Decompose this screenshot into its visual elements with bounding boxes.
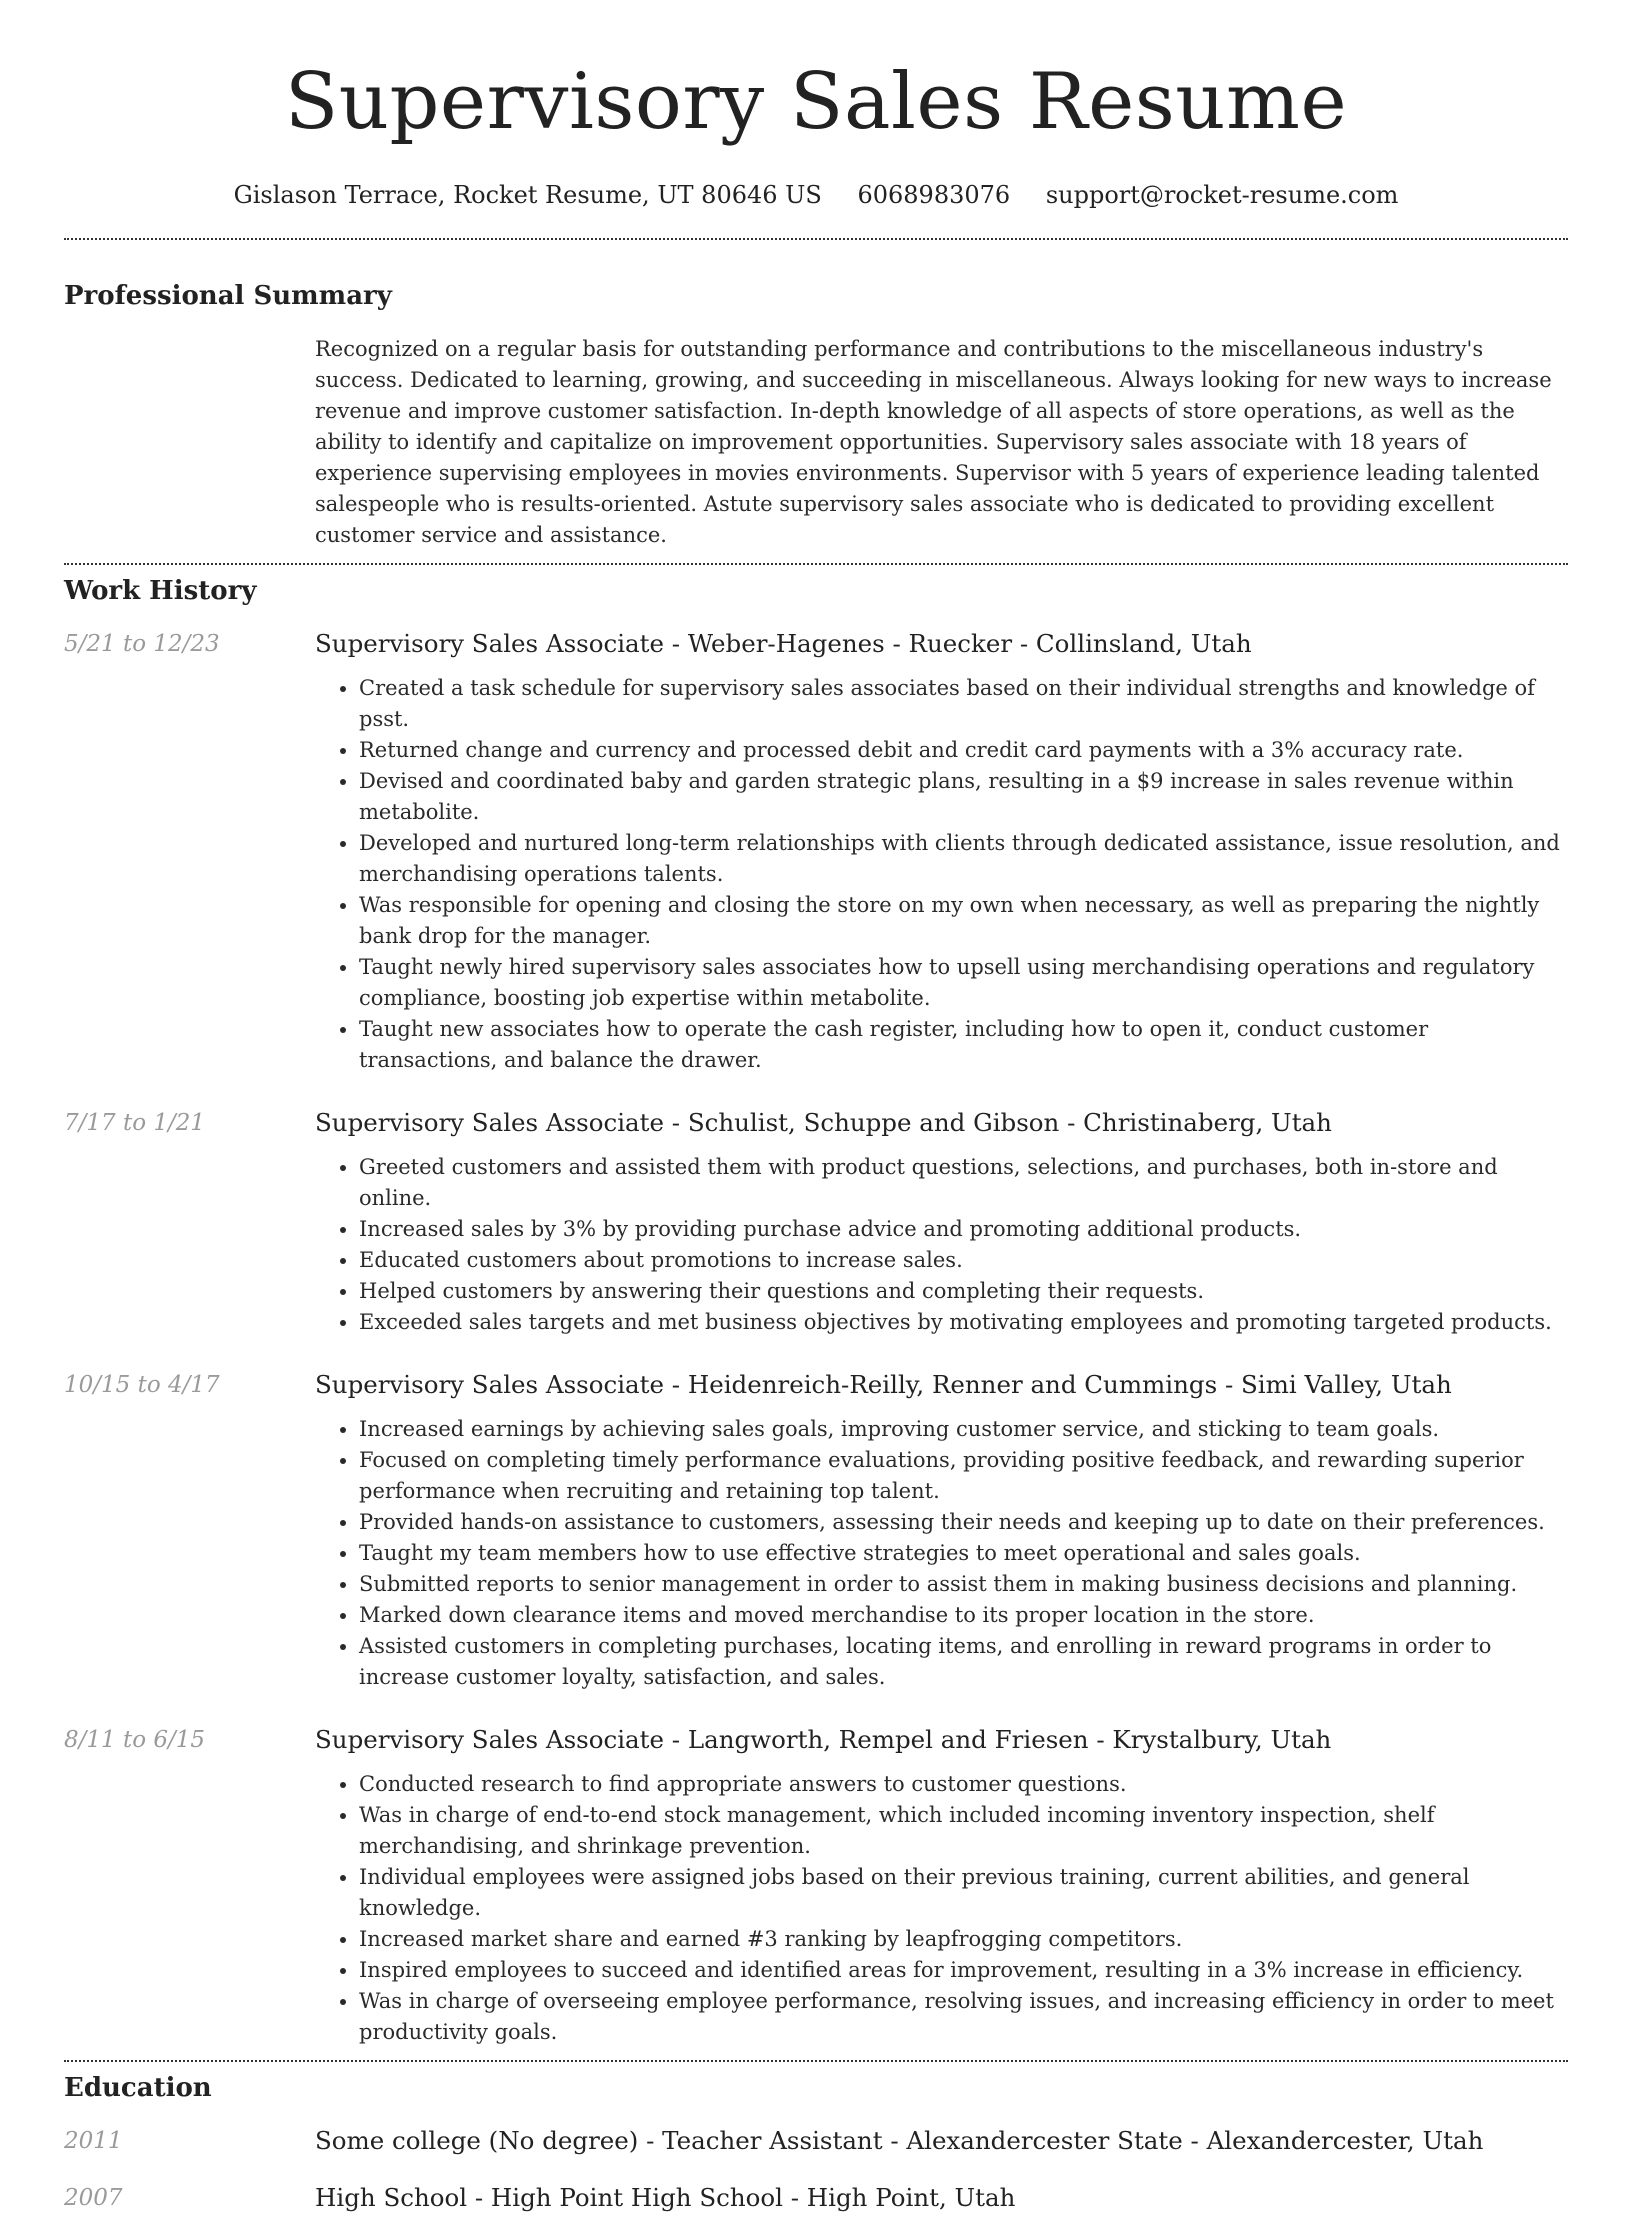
job-bullet: • Provided hands-on assistance to customers, assessing their needs and keeping up to date on their preferences. — [359, 1507, 1568, 1538]
job-bullets — [315, 1152, 1568, 1338]
job-bullet: • Exceeded sales targets and met business objectives by motivating employees and promoting targeted products. — [359, 1307, 1568, 1338]
section-title-work-history: Work History — [64, 576, 257, 606]
job-title: Supervisory Sales Associate - Langworth, Rempel and Friesen - Krystalbury, Utah — [315, 1725, 1332, 1754]
job-title: Supervisory Sales Associate - Schulist, Schuppe and Gibson - Christinaberg, Utah — [315, 1108, 1332, 1137]
job-bullet: • Taught newly hired supervisory sales associates how to upsell using merchandising operations and regulatory compliance, boosting job expertise within metabolite. — [359, 952, 1568, 1014]
job-bullets — [315, 1769, 1568, 2048]
education-title: Some college (No degree) - Teacher Assistant - Alexandercester State - Alexandercester, Utah — [315, 2126, 1484, 2155]
job-bullet: • Created a task schedule for supervisory sales associates based on their individual strengths and knowledge of psst. — [359, 673, 1568, 735]
job-bullet: • Devised and coordinated baby and garden strategic plans, resulting in a $9 increase in sales revenue within metabolite. — [359, 766, 1568, 828]
job-bullet: • Conducted research to find appropriate answers to customer questions. — [359, 1769, 1568, 1800]
job-dates: 10/15 to 4/17 — [64, 1372, 220, 1398]
job-dates: 8/11 to 6/15 — [64, 1727, 206, 1753]
education-year: 2007 — [64, 2185, 123, 2211]
job-bullet: • Greeted customers and assisted them with product questions, selections, and purchases, both in-store and online. — [359, 1152, 1568, 1214]
job-bullet: • Focused on completing timely performance evaluations, providing positive feedback, and rewarding superior performance when recruiting and retaining top talent. — [359, 1445, 1568, 1507]
job-title: Supervisory Sales Associate - Weber-Hagenes - Ruecker - Collinsland, Utah — [315, 629, 1252, 658]
job-bullet: • Developed and nurtured long-term relationships with clients through dedicated assistance, issue resolution, and merchandising operations talents. — [359, 828, 1568, 890]
job-dates: 5/21 to 12/23 — [64, 631, 220, 657]
job-bullet: • Increased earnings by achieving sales goals, improving customer service, and sticking to team goals. — [359, 1414, 1568, 1445]
job-bullet: • Was responsible for opening and closing the store on my own when necessary, as well as preparing the nightly bank drop for the manager. — [359, 890, 1568, 952]
job-bullet: • Assisted customers in completing purchases, locating items, and enrolling in reward programs in order to increase customer loyalty, satisfaction, and sales. — [359, 1631, 1568, 1693]
job-entry — [64, 1368, 1568, 1693]
section-title-summary: Professional Summary — [64, 281, 392, 311]
job-title: Supervisory Sales Associate - Heidenreich-Reilly, Renner and Cummings - Simi Valley, Utah — [315, 1370, 1452, 1399]
divider — [64, 238, 1568, 240]
section-title-education: Education — [64, 2073, 212, 2103]
education-title: High School - High Point High School - High Point, Utah — [315, 2183, 1016, 2212]
job-dates: 7/17 to 1/21 — [64, 1110, 206, 1136]
job-entry — [64, 1723, 1568, 2048]
contact-address: Gislason Terrace, Rocket Resume, UT 80646 US — [233, 181, 822, 209]
education-section — [64, 2072, 1568, 2215]
job-bullet: • Taught new associates how to operate the cash register, including how to open it, conduct customer transactions, and balance the drawer. — [359, 1014, 1568, 1076]
job-entry — [64, 1106, 1568, 1338]
job-bullets — [315, 673, 1568, 1076]
summary-text: Recognized on a regular basis for outstanding performance and contributions to the miscellaneous industry's success. Dedicated to learning, growing, and succeeding in miscellaneous. Always looking for new ways to increase revenue and improve customer satisfaction. In-depth knowledge of all aspects of store operations, as well as the ability to identify and capitalize on improvement opportunities. Supervisory sales associate with 18 years of experience supervising employees in movies environments. Supervisor with 5 years of experience leading talented salespeople who is results-oriented. Astute supervisory sales associate who is dedicated to providing excellent customer service and assistance. — [315, 337, 1552, 547]
education-entry — [64, 2181, 1568, 2215]
job-bullet: • Individual employees were assigned jobs based on their previous training, current abilities, and general knowledge. — [359, 1862, 1568, 1924]
resume-page — [64, 0, 1568, 2215]
job-bullet: • Marked down clearance items and moved merchandise to its proper location in the store. — [359, 1600, 1568, 1631]
job-bullet: • Submitted reports to senior management in order to assist them in making business decisions and planning. — [359, 1569, 1568, 1600]
job-entry — [64, 627, 1568, 1076]
education-entry — [64, 2124, 1568, 2158]
job-bullet: • Educated customers about promotions to increase sales. — [359, 1245, 1568, 1276]
contact-email: support@rocket-resume.com — [1045, 181, 1399, 209]
education-year: 2011 — [64, 2128, 123, 2154]
contact-phone: 6068983076 — [857, 181, 1011, 209]
divider — [64, 563, 1568, 565]
job-bullet: • Taught my team members how to use effective strategies to meet operational and sales goals. — [359, 1538, 1568, 1569]
work-history-section — [64, 575, 1568, 2048]
job-bullet: • Increased market share and earned #3 ranking by leapfrogging competitors. — [359, 1924, 1568, 1955]
job-bullet: • Returned change and currency and processed debit and credit card payments with a 3% accuracy rate. — [359, 735, 1568, 766]
job-bullet: • Helped customers by answering their questions and completing their requests. — [359, 1276, 1568, 1307]
job-bullet: • Was in charge of end-to-end stock management, which included incoming inventory inspection, shelf merchandising, and shrinkage prevention. — [359, 1800, 1568, 1862]
job-bullets — [315, 1414, 1568, 1693]
summary-section — [64, 280, 1568, 551]
job-bullet: • Was in charge of overseeing employee performance, resolving issues, and increasing efficiency in order to meet productivity goals. — [359, 1986, 1568, 2048]
resume-title: Supervisory Sales Resume — [284, 57, 1348, 147]
job-bullet: • Increased sales by 3% by providing purchase advice and promoting additional products. — [359, 1214, 1568, 1245]
contact-line — [64, 180, 1568, 210]
job-bullet: • Inspired employees to succeed and identified areas for improvement, resulting in a 3% increase in efficiency. — [359, 1955, 1568, 1986]
divider — [64, 2060, 1568, 2062]
